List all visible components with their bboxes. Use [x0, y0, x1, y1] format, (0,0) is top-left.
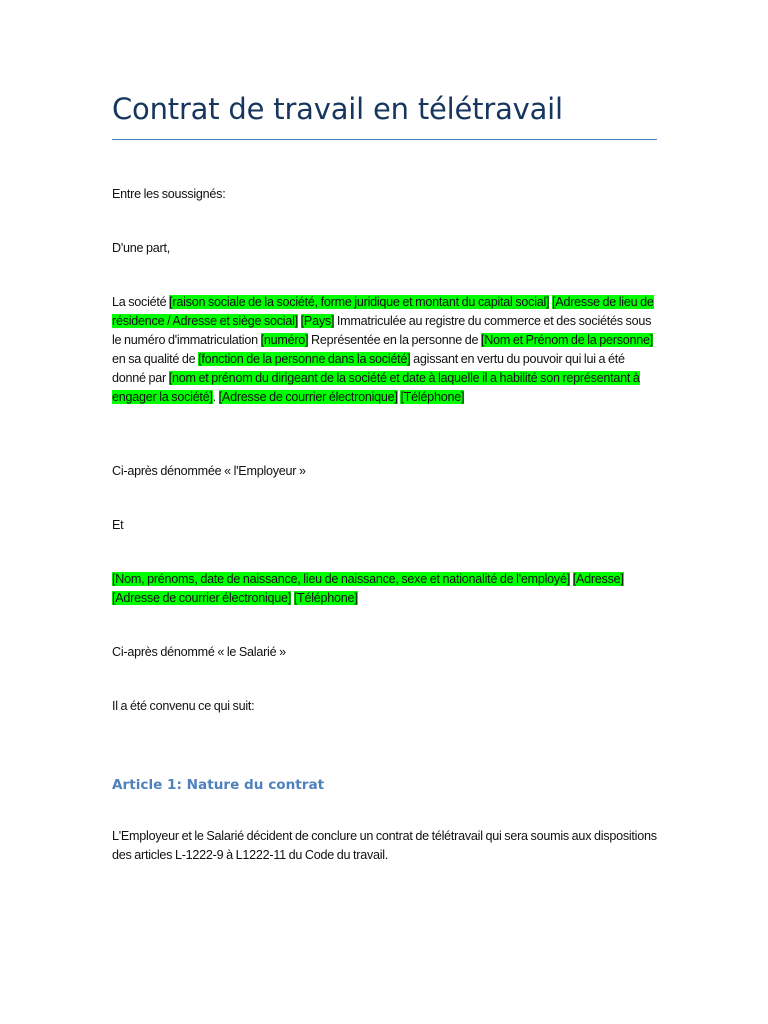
employer-designation: Ci-après dénommée « l'Employeur »	[112, 464, 306, 478]
placeholder-employee-address: [Adresse]	[572, 572, 624, 586]
placeholder-employee-email: [Adresse de courrier électronique]	[112, 591, 292, 605]
placeholder-director-authorization: [nom et prénom du dirigeant de la société et date à laquelle il a habilité son représentant à engager la société]	[112, 371, 640, 404]
employee-paragraph	[112, 570, 657, 608]
placeholder-company-address: [Adresse de lieu de résidence / Adresse et siège social]	[112, 295, 654, 328]
article-1-text: L'Employeur et le Salarié décident de conclure un contrat de télétravail qui sera soumis aux dispositions des articles L-1222-9 à L1222-11 du Code du travail.	[112, 829, 657, 862]
placeholder-representative-function: [fonction de la personne dans la société]	[198, 352, 411, 366]
employee-designation: Ci-après dénommé « le Salarié »	[112, 645, 286, 659]
title-underline	[112, 139, 657, 140]
and-label: Et	[112, 518, 124, 532]
placeholder-country: [Pays]	[300, 314, 335, 328]
text-segment: Représentée en la personne de	[308, 333, 481, 347]
placeholder-employee-phone: [Téléphone]	[293, 591, 358, 605]
placeholder-company-email: [Adresse de courrier électronique]	[218, 390, 398, 404]
text-segment: en sa qualité de	[112, 352, 199, 366]
placeholder-company-phone: [Téléphone]	[400, 390, 465, 404]
company-paragraph	[112, 293, 657, 407]
text-segment: agissant en vertu du pouvoir qui lui a été donné par	[112, 352, 625, 385]
intro-line: Entre les soussignés:	[112, 187, 226, 201]
placeholder-representative-name: [Nom et Prénom de la personne]	[481, 333, 654, 347]
agreement-line: Il a été convenu ce qui suit:	[112, 699, 255, 713]
text-segment: .	[212, 390, 219, 404]
text-segment: La société	[112, 295, 170, 309]
document-title: Contrat de travail en télétravail	[112, 92, 563, 126]
first-party-label: D'une part,	[112, 241, 170, 255]
text-segment: Immatriculée au registre du commerce et des sociétés sous le numéro d'immatriculation	[112, 314, 652, 347]
placeholder-employee-identity: [Nom, prénoms, date de naissance, lieu de naissance, sexe et nationalité de l'employé]	[112, 572, 570, 586]
placeholder-registration-number: [numéro]	[260, 333, 309, 347]
article-1-heading: Article 1: Nature du contrat	[112, 777, 325, 793]
placeholder-company-name: [raison sociale de la société, forme juridique et montant du capital social]	[169, 295, 550, 309]
